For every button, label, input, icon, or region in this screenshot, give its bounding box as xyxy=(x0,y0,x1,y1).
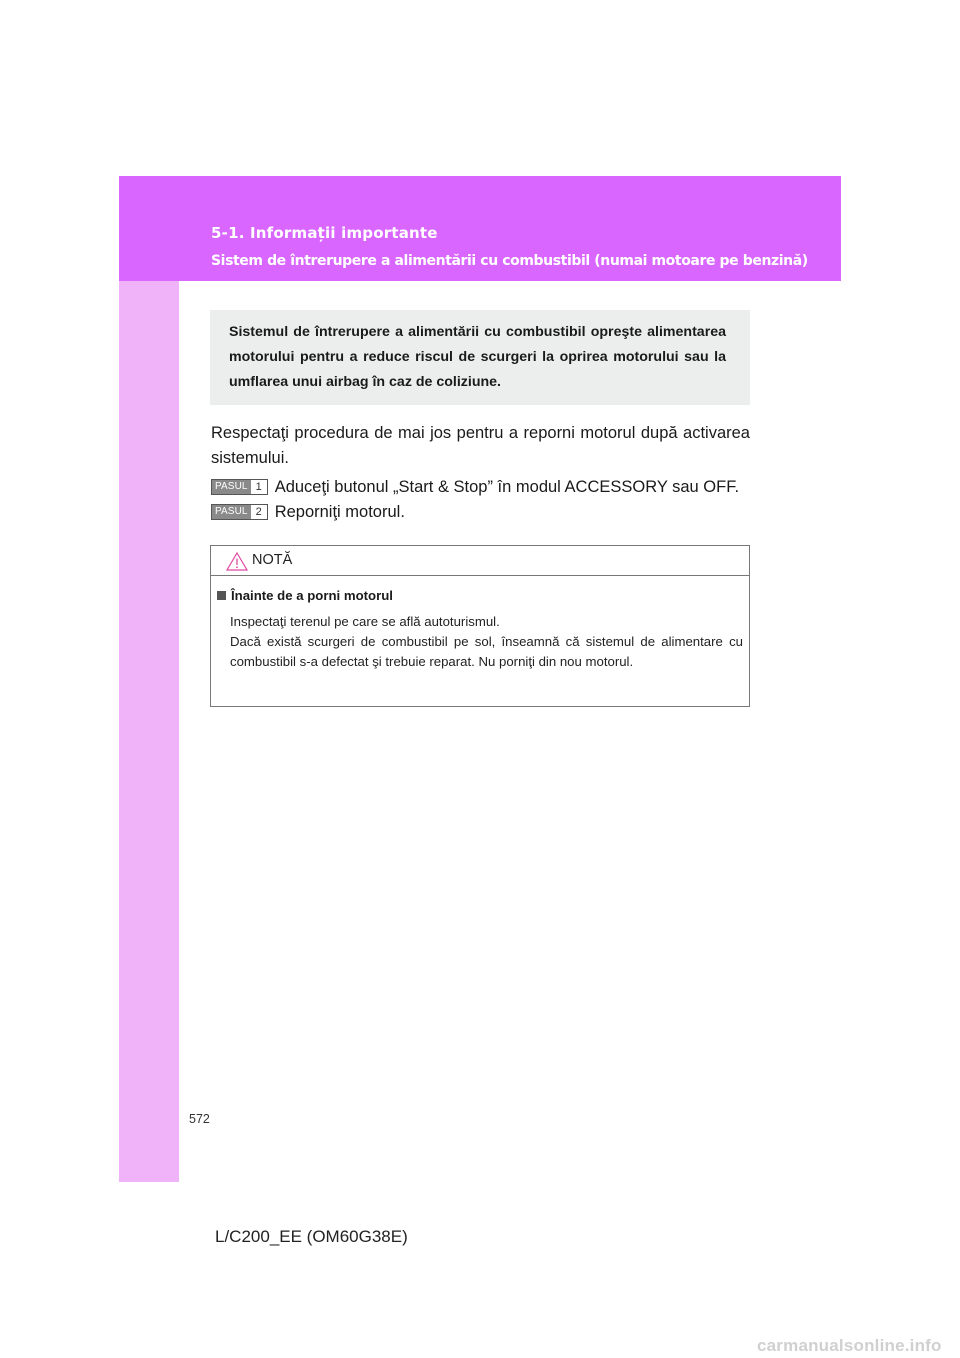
step-badge-number: 2 xyxy=(251,505,267,519)
page-number: 572 xyxy=(189,1112,210,1126)
note-heading-text: Înainte de a porni motorul xyxy=(231,588,393,603)
step-1 xyxy=(211,476,739,498)
warning-triangle-icon xyxy=(226,552,248,571)
step-badge-label: PASUL xyxy=(212,505,251,519)
step-text: Reporniţi motorul. xyxy=(274,502,405,521)
document-code: L/C200_EE (OM60G38E) xyxy=(215,1227,408,1246)
note-text-line: Dacă există scurgeri de combustibil pe sol, înseamnă că sistemul de alimentare cu combustibil s-a defectat şi trebuie reparat. Nu porniţi din nou motorul. xyxy=(230,634,743,669)
step-badge xyxy=(211,479,268,495)
note-box xyxy=(210,545,750,707)
note-heading xyxy=(217,588,743,603)
summary-box xyxy=(210,310,750,405)
note-title: NOTĂ xyxy=(252,552,293,568)
note-header xyxy=(211,546,749,576)
summary-text: Sistemul de întrerupere a alimentării cu combustibil opreşte alimentarea motorului pentru a reduce riscul de scurgeri la oprirea motorului sau la umflarea unui airbag în caz de coliziune. xyxy=(229,324,726,390)
step-badge xyxy=(211,504,268,520)
step-2 xyxy=(211,501,405,523)
step-badge-label: PASUL xyxy=(212,480,251,494)
watermark: carmanualsonline.info xyxy=(757,1336,942,1355)
note-text-line: Inspectaţi terenul pe care se află autoturismul. xyxy=(230,614,500,629)
square-bullet-icon xyxy=(217,591,226,600)
note-body xyxy=(211,576,749,672)
step-text: Aduceţi butonul „Start & Stop” în modul ACCESSORY sau OFF. xyxy=(274,477,740,496)
step-badge-number: 1 xyxy=(251,480,267,494)
section-title: 5-1. Informații importante xyxy=(211,224,438,242)
intro-paragraph: Respectaţi procedura de mai jos pentru a reporni motorul după activarea sistemului. xyxy=(211,424,750,467)
page-title: Sistem de întrerupere a alimentării cu combustibil (numai motoare pe benzină) xyxy=(211,253,808,269)
side-tab-strip xyxy=(119,176,179,1182)
